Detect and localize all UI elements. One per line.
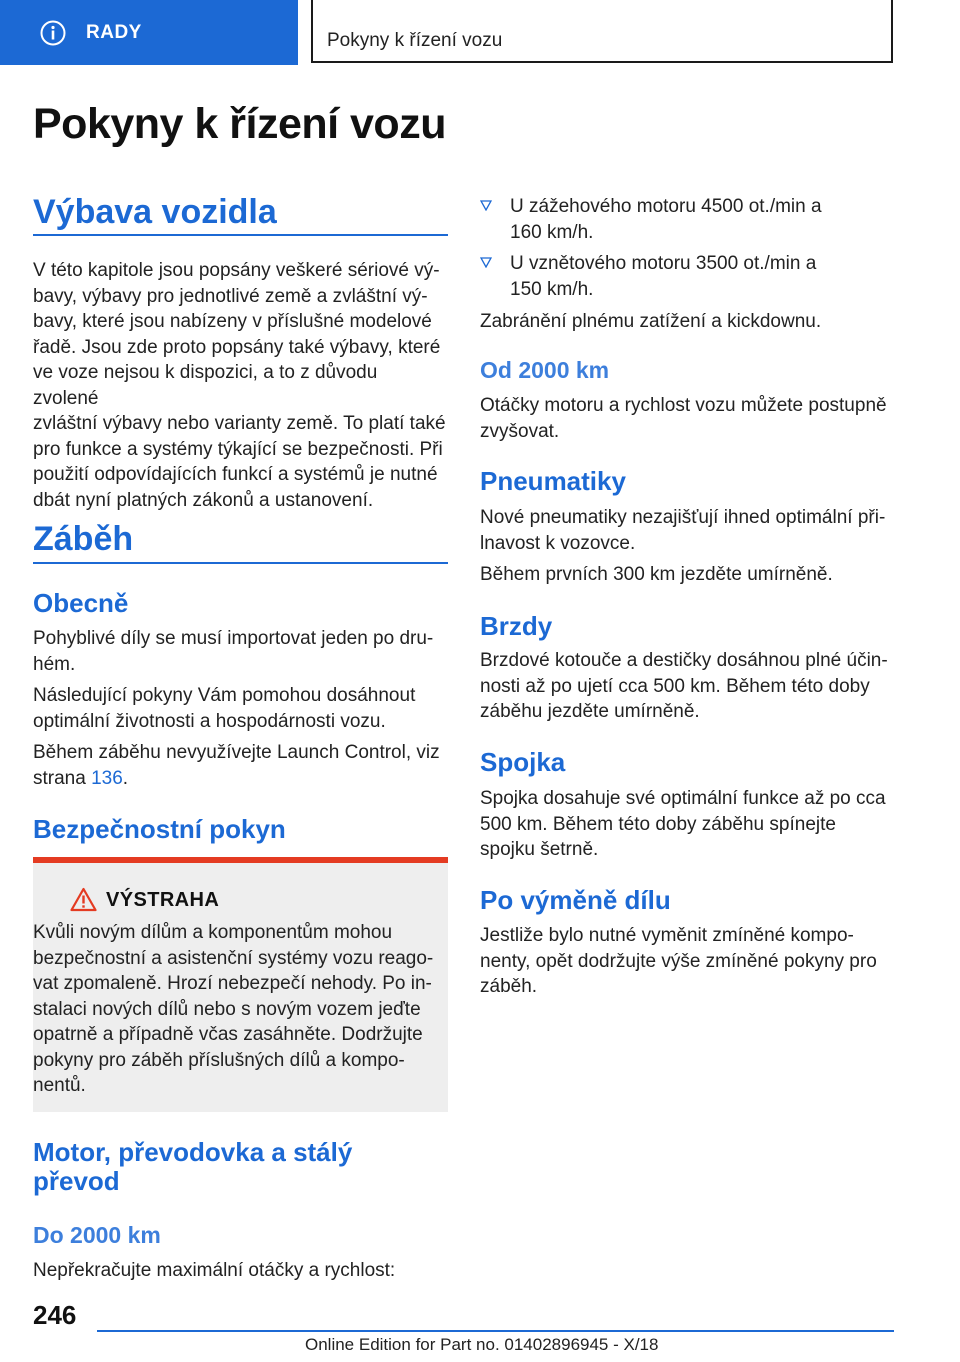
heading-vymena: Po výměně dílu [480, 885, 671, 915]
warning-text: Kvůli novým dílům a komponentům mohou bezpečnostní a asistenční systémy vozu reago- vat zpomaleně. Hrozí nebezpečí nehody. Po in- stalaci nových dílů nebo s novým vozem jeďte opatrně a případně včas zasáhněte. Dodržujte pokyny pro záběh příslušných dílů a kompo- nentů. [33, 922, 434, 1096]
heading-spojka: Spojka [480, 747, 566, 777]
od2000-body: Otáčky motoru a rychlost vozu můžete postupně zvyšovat. [480, 395, 887, 442]
heading-zabeh: Záběh [33, 520, 134, 558]
subheading-do-2000: Do 2000 km [33, 1222, 161, 1248]
heading-obecne: Obecně [33, 588, 129, 618]
heading-brzdy: Brzdy [480, 611, 553, 641]
subheading-od-2000: Od 2000 km [480, 357, 610, 383]
obecne-p2: Následující pokyny Vám pomohou dosáhnout optimální životnosti a hospodárnosti vozu. [33, 685, 416, 732]
obecne-p3 [33, 740, 440, 791]
heading-rule [33, 562, 448, 564]
obecne-p3-text: Během záběhu nevyužívejte Launch Control, viz strana [33, 742, 440, 789]
warning-box [33, 857, 448, 1112]
warning-title: VÝSTRAHA [106, 889, 220, 911]
heading-safety: Bezpečnostní pokyn [33, 814, 286, 844]
spojka-body: Spojka dosahuje své optimální funkce až po cca 500 km. Během této doby záběhu spínejte spojku šetrně. [480, 788, 886, 860]
footer-text: Online Edition for Part no. 01402896945 - X/18 [305, 1335, 659, 1354]
info-icon [40, 20, 66, 46]
page-number: 246 [33, 1300, 77, 1330]
page-title: Pokyny k řízení vozu [33, 100, 446, 148]
warning-icon [70, 887, 97, 912]
obecne-p3-end: . [122, 767, 129, 789]
heading-pneumatiky: Pneumatiky [480, 466, 626, 496]
heading-rule [33, 234, 448, 236]
heading-vybava: Výbava vozidla [33, 193, 277, 231]
header-tab[interactable] [0, 0, 298, 65]
vymena-body: Jestliže bylo nutné vyměnit zmíněné kompo- nenty, opět dodržujte výše zmíněné pokyny pro záběh. [480, 925, 877, 997]
triangle-bullet-icon [480, 256, 492, 268]
brzdy-body: Brzdové kotouče a destičky dosáhnou plné účin- nosti až po ujetí cca 500 km. Během této doby záběhu jezděte umírněně. [480, 650, 888, 722]
heading-motor: Motor, převodovka a stálý převod [33, 1137, 353, 1196]
page-link[interactable]: 136 [91, 767, 123, 789]
header-title-box [311, 0, 893, 63]
footer-rule [97, 1330, 894, 1332]
motor-body: Nepřekračujte maximální otáčky a rychlost: [33, 1260, 396, 1281]
list-item-text: U zážehového motoru 4500 ot./min a 160 km/h. [510, 196, 822, 243]
vybava-body: V této kapitole jsou popsány veškeré sériové vý- bavy, výbavy pro jednotlivé země a zvláštní vý- bavy, které jsou nabízeny v příslušné modelové řadě. Jsou zde proto popsány také výbavy, které ve voze nejsou k dispozici, a to z důvodu zvolené zvláštní výbavy nebo varianty země. To platí také pro funkce a systémy týkající se bezpečnosti. Při použití odpovídajících funkcí a systémů je nutné dbát nyní platných zákonů a ustanovení. [33, 260, 446, 511]
header-title: Pokyny k řízení vozu [327, 30, 503, 51]
pneumatiky-p1: Nové pneumatiky nezajišťují ihned optimální při- lnavost k vozovce. [480, 507, 886, 554]
header-tab-label: RADY [86, 21, 142, 43]
triangle-bullet-icon [480, 199, 492, 211]
pneumatiky-p2: Během prvních 300 km jezděte umírněně. [480, 564, 833, 585]
list-item-text: U vznětového motoru 3500 ot./min a 150 km/h. [510, 253, 817, 300]
obecne-p1: Pohyblivé díly se musí importovat jeden po dru- hém. [33, 628, 434, 675]
warning-header [33, 887, 448, 915]
after-bullets-text: Zabránění plnému zatížení a kickdownu. [480, 311, 822, 332]
